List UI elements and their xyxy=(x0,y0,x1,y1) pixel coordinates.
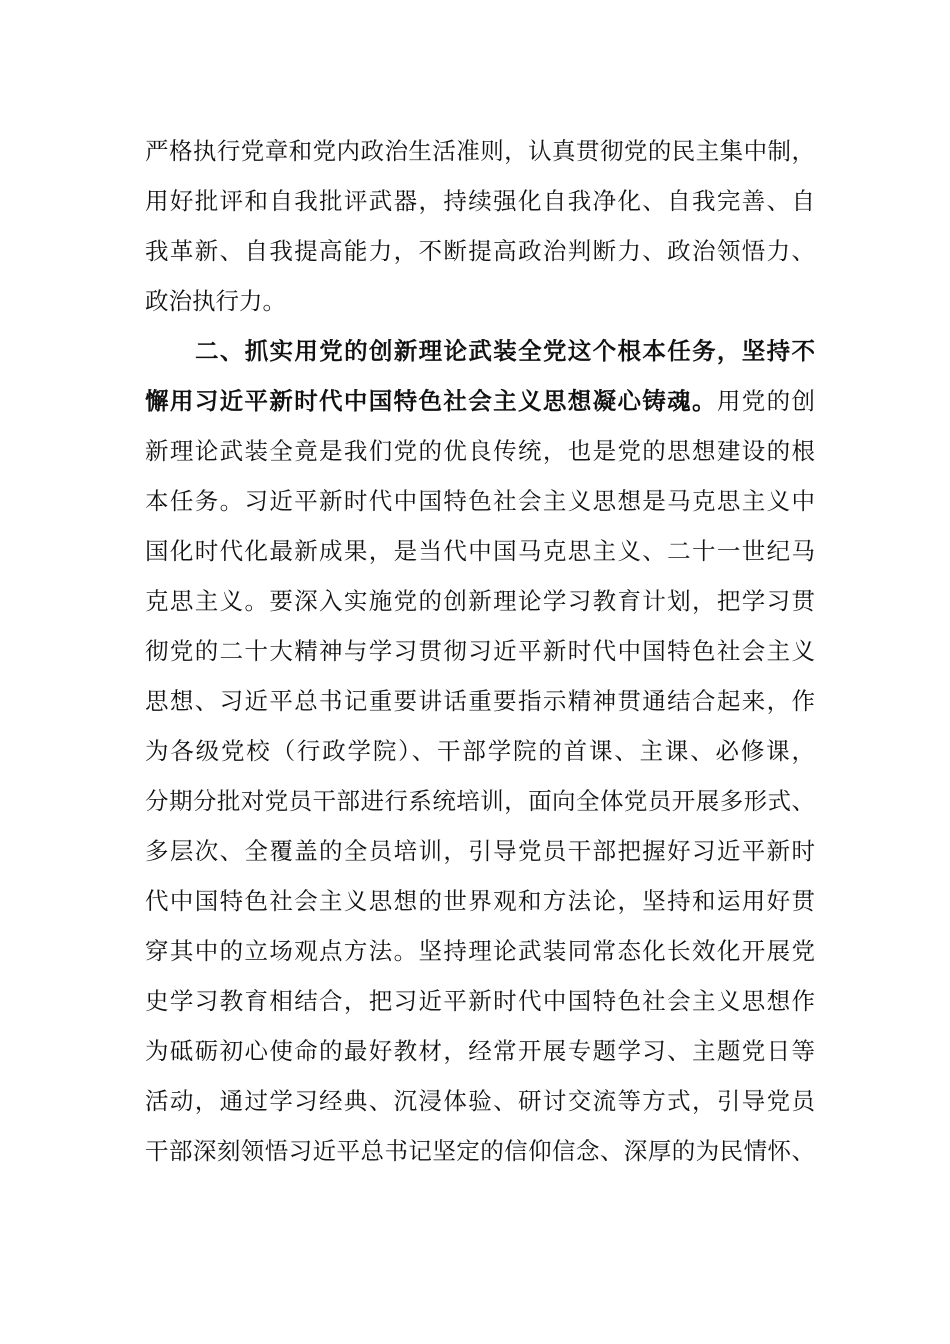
text-line: 多层次、全覆盖的全员培训，引导党员干部把握好习近平新时 xyxy=(145,837,815,865)
section-heading-line: 二、抓实用党的创新理论武装全党这个根本任务，坚持不 xyxy=(195,337,815,365)
text-line: 彻党的二十大精神与学习贯彻习近平新时代中国特色社会主义 xyxy=(145,637,815,665)
text-line: 干部深刻领悟习近平总书记坚定的信仰信念、深厚的为民情怀、 xyxy=(145,1137,815,1165)
text-line: 严格执行党章和党内政治生活准则，认真贯彻党的民主集中制， xyxy=(145,137,815,165)
body-text: 用党的创 xyxy=(716,387,816,415)
text-line: 克思主义。要深入实施党的创新理论学习教育计划，把学习贯 xyxy=(145,587,815,615)
text-line: 代中国特色社会主义思想的世界观和方法论，坚持和运用好贯 xyxy=(145,887,815,915)
text-line: 本任务。习近平新时代中国特色社会主义思想是马克思主义中 xyxy=(145,487,815,515)
text-line: 国化时代化最新成果，是当代中国马克思主义、二十一世纪马 xyxy=(145,537,815,565)
text-line: 史学习教育相结合，把习近平新时代中国特色社会主义思想作 xyxy=(145,987,815,1015)
text-line: 我革新、自我提高能力，不断提高政治判断力、政治领悟力、 xyxy=(145,237,815,265)
text-line: 穿其中的立场观点方法。坚持理论武装同常态化长效化开展党 xyxy=(145,937,815,965)
text-line: 分期分批对党员干部进行系统培训，面向全体党员开展多形式、 xyxy=(145,787,815,815)
section-heading-text: 懈用习近平新时代中国特色社会主义思想凝心铸魂。 xyxy=(145,387,717,415)
text-line: 为各级党校（行政学院）、干部学院的首课、主课、必修课， xyxy=(145,737,815,765)
text-line: 活动，通过学习经典、沉浸体验、研讨交流等方式，引导党员 xyxy=(145,1087,815,1115)
text-line: 为砥砺初心使命的最好教材，经常开展专题学习、主题党日等 xyxy=(145,1037,815,1065)
section-heading-line xyxy=(145,376,815,426)
text-line: 新理论武装全竟是我们党的优良传统，也是党的思想建设的根 xyxy=(145,437,815,465)
text-line: 用好批评和自我批评武器，持续强化自我净化、自我完善、自 xyxy=(145,187,815,215)
text-line: 政治执行力。 xyxy=(145,287,286,315)
text-line: 思想、习近平总书记重要讲话重要指示精神贯通结合起来，作 xyxy=(145,687,815,715)
